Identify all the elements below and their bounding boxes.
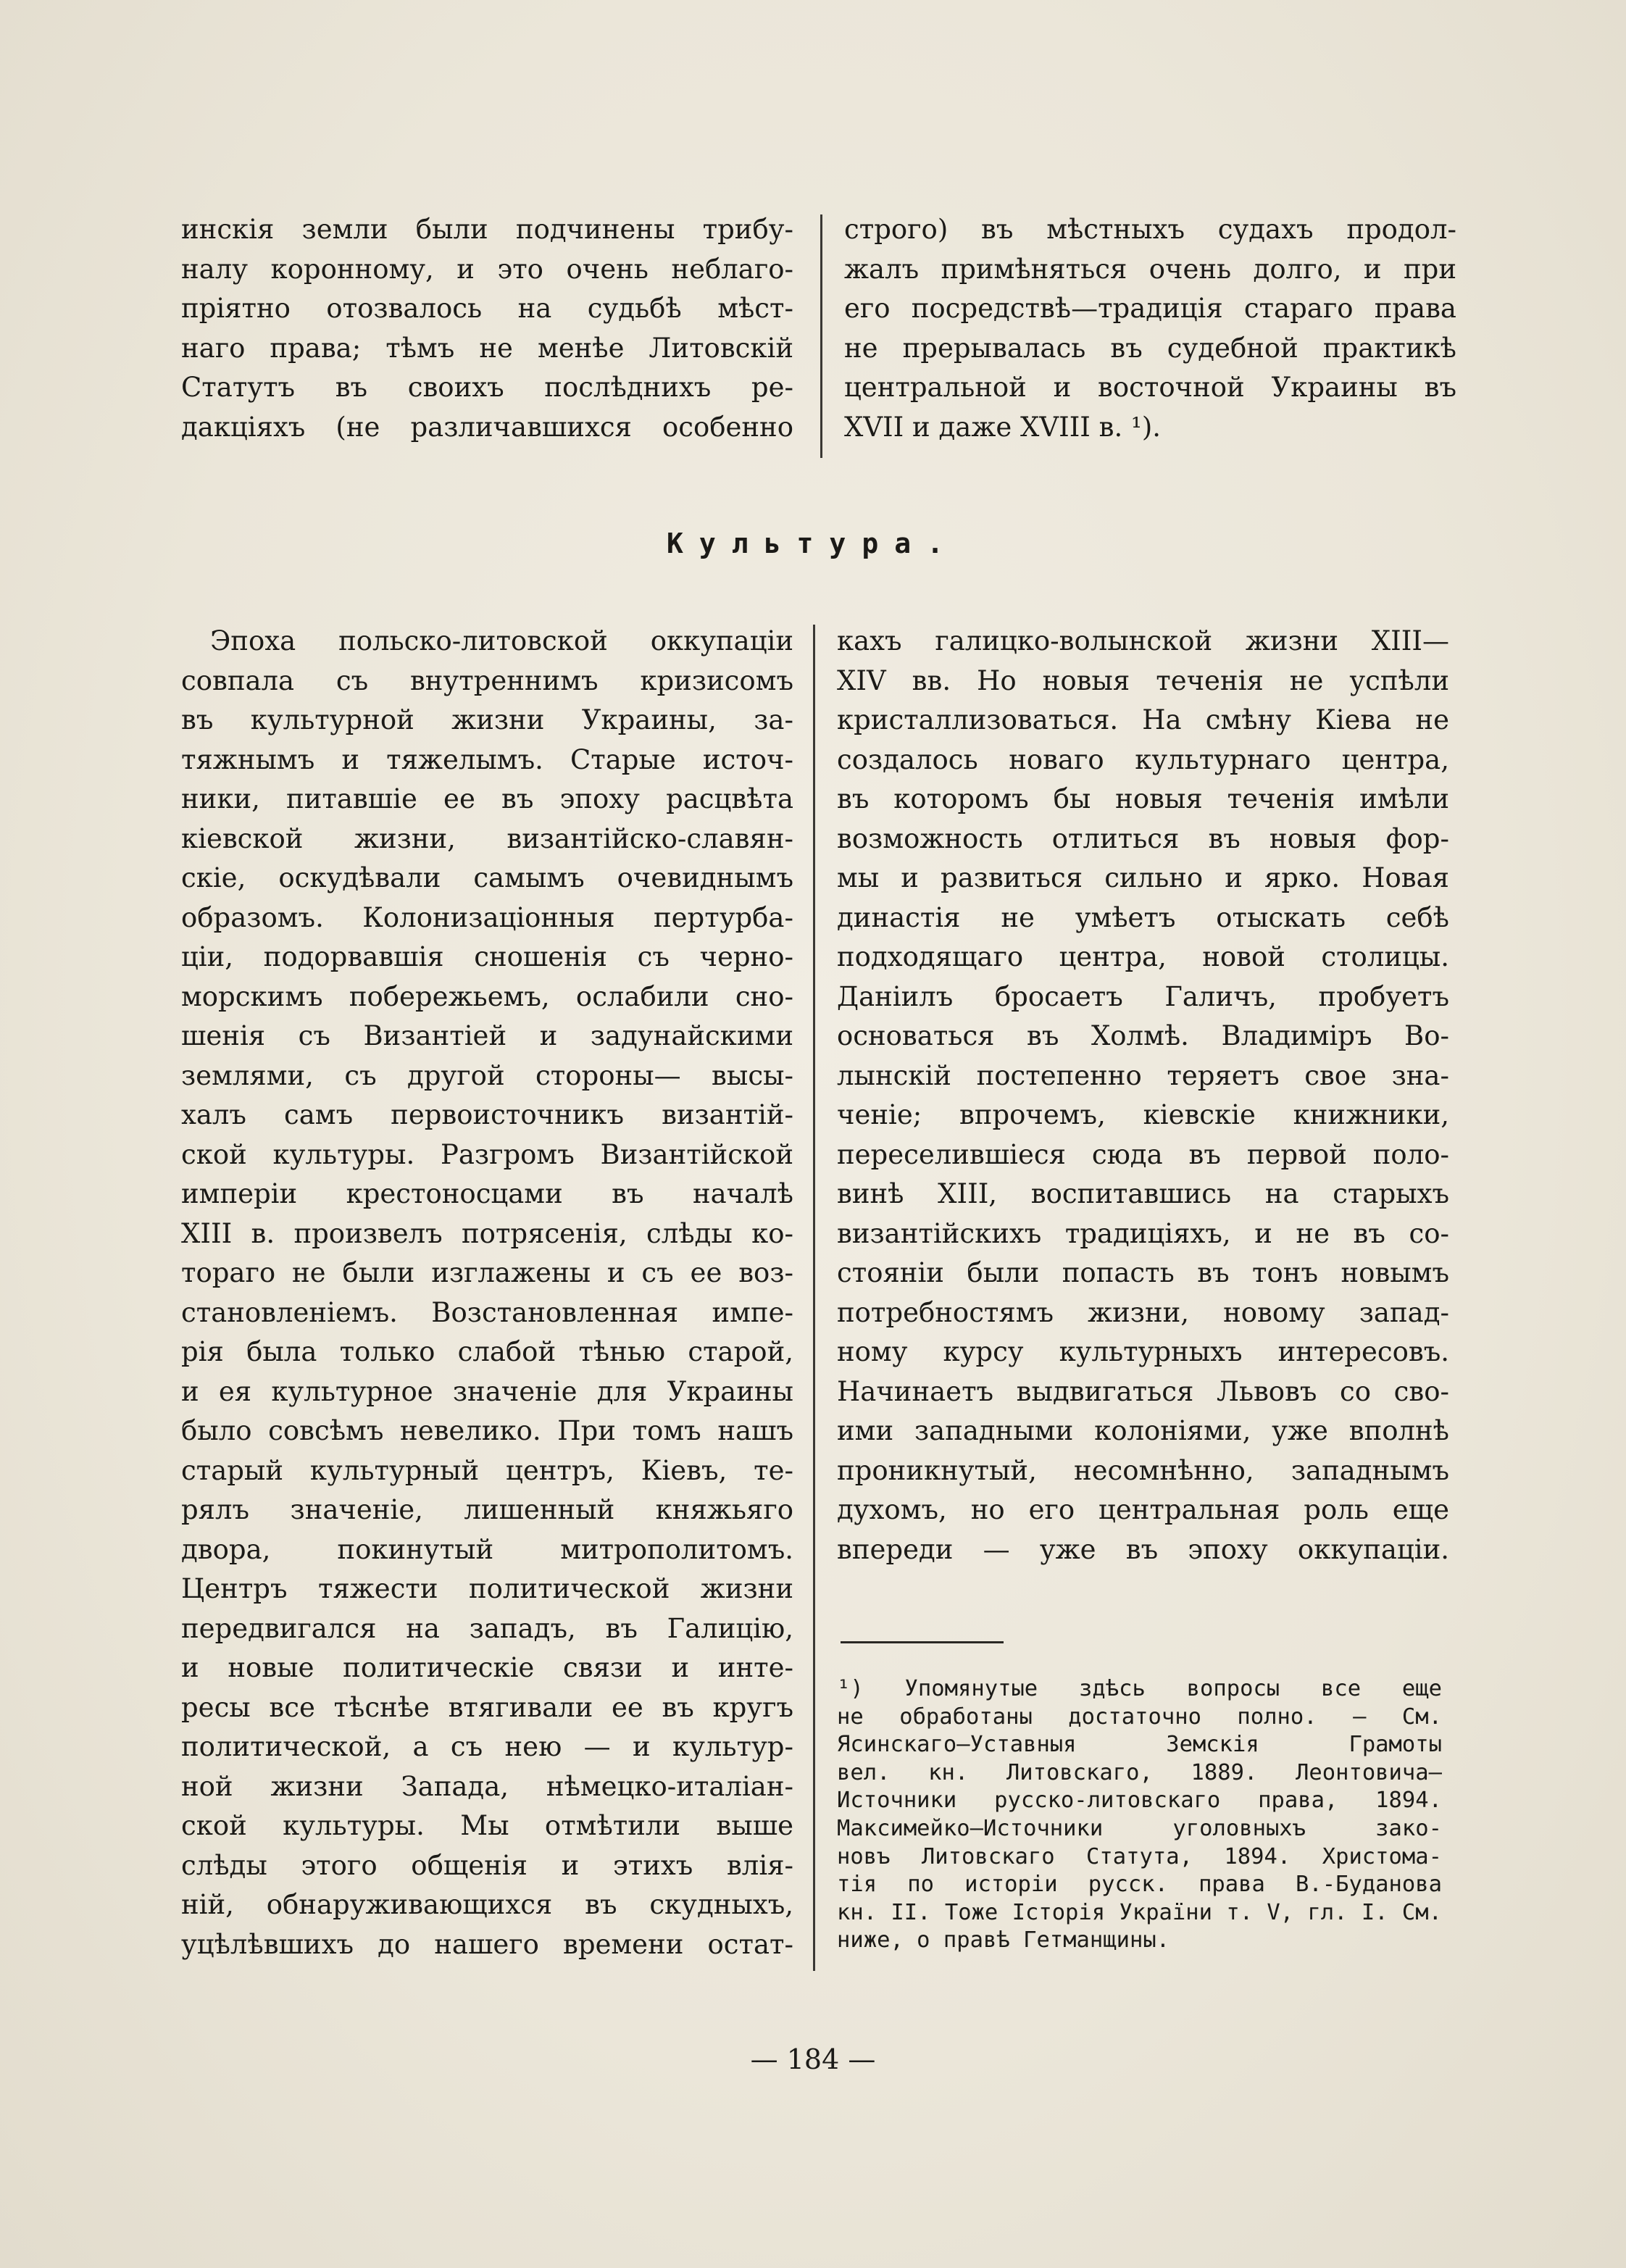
text-line: не обработаны достаточно полно. — См. [837, 1704, 1442, 1730]
text-line: пріятно отозвалось на судьбѣ мѣст- [181, 293, 793, 324]
text-line: вел. кн. Литовскаго, 1889. Леонтовича— [837, 1759, 1442, 1785]
text-line: строго) въ мѣстныхъ судахъ продол- [844, 214, 1456, 245]
main-left-column [181, 622, 793, 1964]
text-line: и новые политическіе связи и инте- [181, 1652, 793, 1683]
text-line: имперіи крестоносцами въ началѣ [181, 1178, 793, 1209]
text-line: становленіемъ. Возстановленная импе- [181, 1296, 793, 1328]
text-line: наго права; тѣмъ не менѣе Литовскій [181, 332, 793, 364]
text-line: ниже, о правѣ Гетманщины. [837, 1927, 1170, 1954]
text-line: ній, обнаруживающихся въ скудныхъ, [181, 1889, 793, 1920]
text-line: лынскій постепенно теряетъ свое зна- [837, 1059, 1449, 1091]
text-line: Источники русско-литовскаго права, 1894. [837, 1788, 1442, 1814]
text-line: XVII и даже XVIII в. ¹). [844, 411, 1162, 443]
text-line: политической, а съ нею — и культур- [181, 1731, 793, 1762]
text-line: и ея культурное значеніе для Украины [181, 1375, 793, 1407]
text-line: духомъ, но его центральная роль еще [837, 1494, 1449, 1525]
text-line: жалъ примѣняться очень долго, и при [844, 253, 1456, 285]
text-line: подходящаго центра, новой столицы. [837, 941, 1449, 972]
text-line: мы и развиться сильно и ярко. Новая [837, 862, 1449, 893]
text-line: византійскихъ традиціяхъ, и не въ со- [837, 1217, 1449, 1249]
text-line: Эпоха польско-литовской оккупаціи [210, 625, 793, 656]
text-line: потребностямъ жизни, новому запад- [837, 1296, 1449, 1328]
text-line: кристаллизоваться. На смѣну Кіева не [837, 704, 1449, 735]
text-line: ской культуры. Разгромъ Византійской [181, 1138, 793, 1170]
text-line: скіе, оскудѣвали самымъ очевиднымъ [181, 862, 793, 893]
text-line: Центръ тяжести политической жизни [181, 1573, 793, 1604]
section-heading: Культура. [667, 528, 959, 559]
text-line: проникнутый, несомнѣнно, западнымъ [837, 1454, 1449, 1486]
text-line: рялъ значеніе, лишенный княжьяго [181, 1494, 793, 1525]
text-line: ной жизни Запада, нѣмецко-италіан- [181, 1770, 793, 1802]
text-line: ресы все тѣснѣе втягивали ее въ кругъ [181, 1691, 793, 1723]
top-right-column [844, 210, 1456, 447]
text-line: передвигался на западъ, въ Галицію, [181, 1612, 793, 1644]
text-line: переселившіеся сюда въ первой поло- [837, 1138, 1449, 1170]
text-line: шенія съ Византіей и задунайскими [181, 1020, 793, 1051]
text-line: въ культурной жизни Украины, за- [181, 704, 793, 735]
text-line: ими западными колоніями, уже вполнѣ [837, 1415, 1449, 1446]
text-line: тяжнымъ и тяжелымъ. Старые источ- [181, 743, 793, 775]
text-line: впереди — уже въ эпоху оккупаціи. [837, 1533, 1449, 1565]
text-line: Ясинскаго—Уставныя Земскія Грамоты [837, 1732, 1442, 1758]
text-line: дакціяхъ (не различавшихся особенно [181, 411, 793, 443]
text-line: не прерывалась въ судебной практикѣ [844, 332, 1456, 364]
text-line: старый культурный центръ, Кіевъ, те- [181, 1454, 793, 1486]
text-line: уцѣлѣвшихъ до нашего времени остат- [181, 1928, 793, 1960]
text-line: тія по исторіи русск. права В.-Буданова [837, 1872, 1442, 1898]
text-line: кахъ галицко-волынской жизни XIII— [837, 625, 1449, 656]
text-line: кіевской жизни, византійско-славян- [181, 822, 793, 854]
text-line: совпала съ внутреннимъ кризисомъ [181, 664, 793, 696]
text-line: ники, питавшіе ее въ эпоху расцвѣта [181, 783, 793, 814]
text-line: ціи, подорвавшія сношенія съ черно- [181, 941, 793, 972]
column-divider-top [820, 214, 822, 458]
text-line: двора, покинутый митрополитомъ. [181, 1533, 793, 1565]
text-line: землями, съ другой стороны— высы- [181, 1059, 793, 1091]
text-line: морскимъ побережьемъ, ослабили сно- [181, 980, 793, 1012]
text-line: ской культуры. Мы отмѣтили выше [181, 1810, 793, 1841]
text-line: его посредствѣ—традиція стараго права [844, 293, 1456, 324]
main-right-column [837, 622, 1449, 1569]
top-left-column [181, 210, 793, 447]
text-line: винѣ XIII, воспитавшись на старыхъ [837, 1178, 1449, 1209]
text-line: центральной и восточной Украины въ [844, 372, 1456, 403]
text-line: образомъ. Колонизаціонныя пертурба- [181, 901, 793, 933]
text-line: въ которомъ бы новыя теченія имѣли [837, 783, 1449, 814]
text-line: налу коронному, и это очень неблаго- [181, 253, 793, 285]
text-line: Максимейко—Источники уголовныхъ зако- [837, 1815, 1442, 1841]
text-line: новъ Литовскаго Статута, 1894. Христома- [837, 1843, 1442, 1869]
text-line: Статутъ въ своихъ послѣднихъ ре- [181, 372, 793, 403]
page-number: — 184 — [750, 2043, 876, 2075]
text-line: династія не умѣетъ отыскать себѣ [837, 901, 1449, 933]
text-line: XIV вв. Но новыя теченія не успѣли [837, 664, 1449, 696]
text-line: ному курсу культурныхъ интересовъ. [837, 1336, 1449, 1367]
text-line: XIII в. произвелъ потрясенія, слѣды ко- [181, 1217, 793, 1249]
text-line: основаться въ Холмѣ. Владиміръ Во- [837, 1020, 1449, 1051]
footnote-rule [841, 1641, 1004, 1643]
text-line: рія была только слабой тѣнью старой, [181, 1336, 793, 1367]
text-line: Даніилъ бросаетъ Галичъ, пробуетъ [837, 980, 1449, 1012]
text-line: слѣды этого общенія и этихъ влія- [181, 1849, 793, 1881]
footnote [837, 1675, 1442, 1955]
text-line: инскія земли были подчинены трибу- [181, 214, 793, 245]
text-line: халъ самъ первоисточникъ византій- [181, 1099, 793, 1130]
text-line: возможность отлиться въ новыя фор- [837, 822, 1449, 854]
text-line: тораго не были изглажены и съ ее воз- [181, 1257, 793, 1288]
text-line: стояніи были попасть въ тонъ новымъ [837, 1257, 1449, 1288]
text-line: кн. II. Тоже Історія України т. V, гл. I. См. [837, 1899, 1442, 1925]
text-line: ченіе; впрочемъ, кіевскіе книжники, [837, 1099, 1449, 1130]
text-line: создалось новаго культурнаго центра, [837, 743, 1449, 775]
text-line: ¹) Упомянутые здѣсь вопросы все еще [837, 1676, 1442, 1701]
text-line: Начинаетъ выдвигаться Львовъ со сво- [837, 1375, 1449, 1407]
column-divider-main [813, 625, 815, 1971]
text-line: было совсѣмъ невелико. При томъ нашъ [181, 1415, 793, 1446]
